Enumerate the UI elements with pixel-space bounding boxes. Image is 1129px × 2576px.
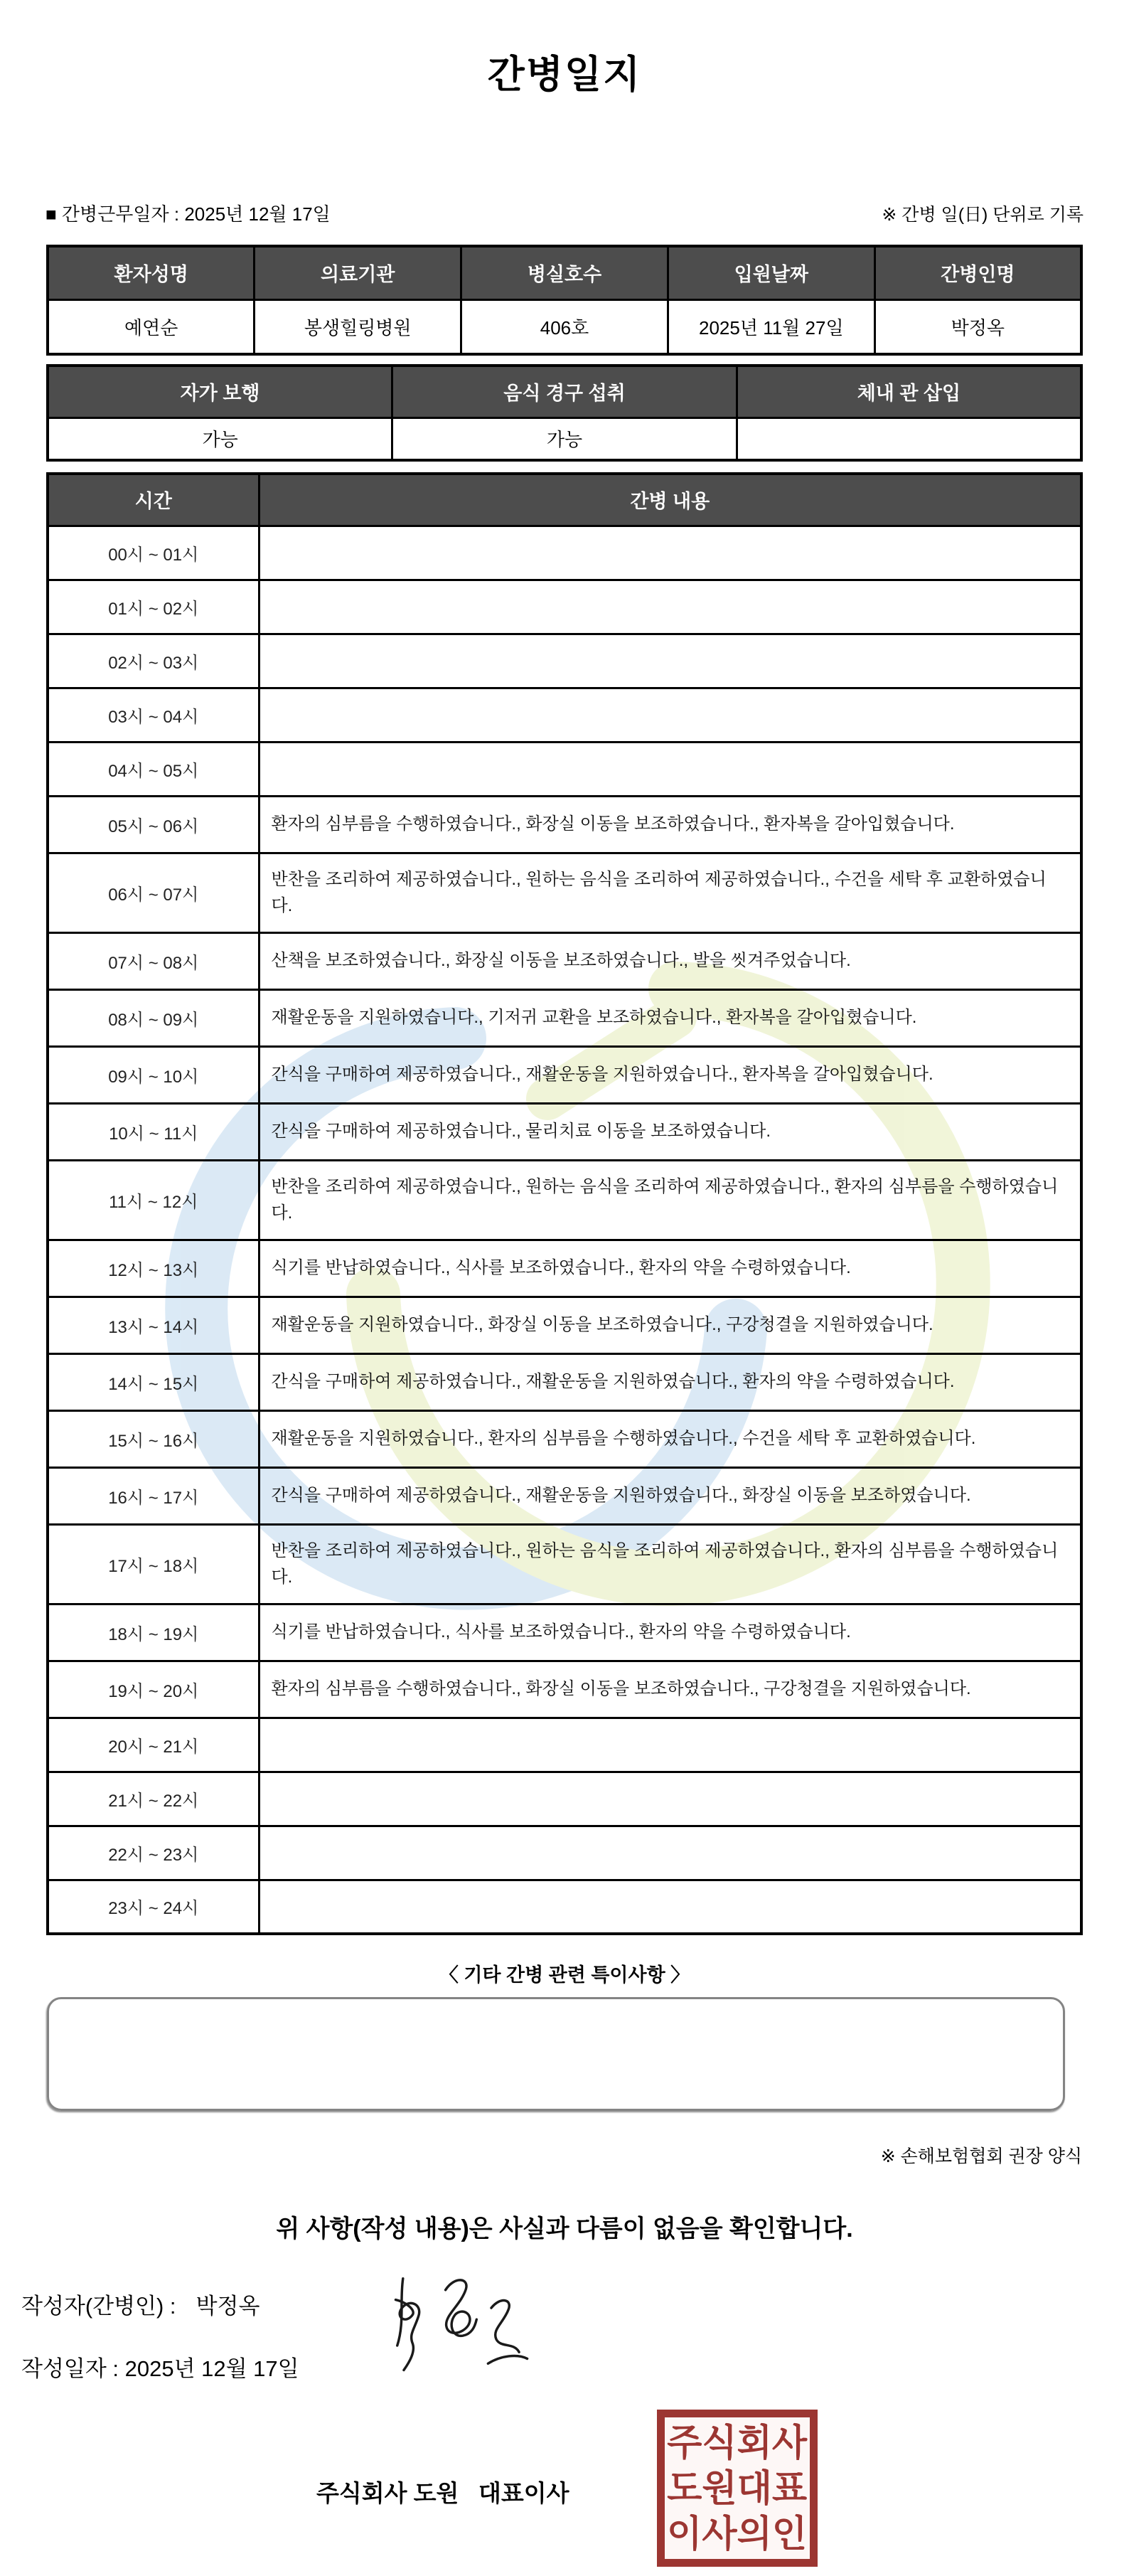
time-cell: 14시 ~ 15시 — [48, 1353, 259, 1410]
content-cell: 반찬을 조리하여 제공하였습니다., 원하는 음식을 조리하여 제공하였습니다., 수건을 세탁 후 교환하였습니다. — [259, 853, 1081, 932]
time-cell: 23시 ~ 24시 — [48, 1880, 259, 1934]
patient-name-header: 환자성명 — [48, 246, 255, 299]
status-value-row — [48, 417, 1081, 460]
time-cell: 02시 ~ 03시 — [48, 634, 259, 688]
time-cell: 12시 ~ 13시 — [48, 1240, 259, 1297]
care-row-16 — [48, 1467, 1081, 1524]
time-cell: 00시 ~ 01시 — [48, 526, 259, 580]
status-header-row — [48, 366, 1081, 417]
care-row-08 — [48, 989, 1081, 1046]
time-cell: 13시 ~ 14시 — [48, 1297, 259, 1353]
content-cell — [259, 1826, 1081, 1880]
patient-info-value-row — [48, 299, 1081, 354]
time-cell: 07시 ~ 08시 — [48, 932, 259, 989]
content-cell: 반찬을 조리하여 제공하였습니다., 원하는 음식을 조리하여 제공하였습니다., 환자의 심부름을 수행하였습니다. — [259, 1160, 1081, 1240]
care-row-04 — [48, 742, 1081, 796]
time-cell: 09시 ~ 10시 — [48, 1046, 259, 1103]
care-log-header-row — [48, 474, 1081, 526]
content-cell — [259, 526, 1081, 580]
company-row — [0, 2405, 1129, 2576]
oral-intake-header: 음식 경구 섭취 — [392, 366, 737, 417]
room-value: 406호 — [461, 299, 668, 354]
content-cell: 간식을 구매하여 제공하였습니다., 재활운동을 지원하였습니다., 환자복을 갈아입혔습니다. — [259, 1046, 1081, 1103]
company-seal-stamp — [657, 2410, 818, 2567]
care-table-content-header: 간병 내용 — [259, 474, 1081, 526]
caregiver-name-value: 박정옥 — [874, 299, 1081, 354]
content-cell: 간식을 구매하여 제공하였습니다., 물리치료 이동을 보조하였습니다. — [259, 1103, 1081, 1160]
content-cell: 재활운동을 지원하였습니다., 기저귀 교환을 보조하였습니다., 환자복을 갈아입혔습니다. — [259, 989, 1081, 1046]
writer-line — [21, 2288, 1129, 2331]
content-cell: 식기를 반납하였습니다., 식사를 보조하였습니다., 환자의 약을 수령하였습니다. — [259, 1240, 1081, 1297]
content-cell — [259, 688, 1081, 742]
patient-info-table — [46, 245, 1083, 356]
patient-status-table — [46, 364, 1083, 462]
care-row-19 — [48, 1661, 1081, 1718]
work-date-value: 2025년 12월 17일 — [184, 203, 331, 225]
time-cell: 01시 ~ 02시 — [48, 580, 259, 634]
care-row-17 — [48, 1524, 1081, 1604]
time-cell: 16시 ~ 17시 — [48, 1467, 259, 1524]
company-name: 주식회사 도원 대표이사 — [316, 2480, 569, 2506]
time-cell: 18시 ~ 19시 — [48, 1604, 259, 1661]
time-cell: 03시 ~ 04시 — [48, 688, 259, 742]
time-cell: 20시 ~ 21시 — [48, 1718, 259, 1772]
care-row-14 — [48, 1353, 1081, 1410]
time-cell: 19시 ~ 20시 — [48, 1661, 259, 1718]
work-date-line — [46, 200, 331, 226]
care-row-12 — [48, 1240, 1081, 1297]
content-cell: 산책을 보조하였습니다., 화장실 이동을 보조하였습니다., 발을 씻겨주었습니다. — [259, 932, 1081, 989]
signature — [377, 2258, 540, 2400]
care-row-00 — [48, 526, 1081, 580]
self-walking-header: 자가 보행 — [48, 366, 392, 417]
care-row-10 — [48, 1103, 1081, 1160]
care-row-03 — [48, 688, 1081, 742]
care-row-22 — [48, 1826, 1081, 1880]
work-date-label: ■ 간병근무일자 : — [46, 203, 180, 225]
hospital-value: 봉생힐링병원 — [255, 299, 461, 354]
notes-box — [47, 1997, 1065, 2111]
care-row-01 — [48, 580, 1081, 634]
content-cell — [259, 1718, 1081, 1772]
writer-name: 박정옥 — [196, 2294, 260, 2319]
content-cell: 식기를 반납하였습니다., 식사를 보조하였습니다., 환자의 약을 수령하였습니다. — [259, 1604, 1081, 1661]
oral-intake-value: 가능 — [392, 417, 737, 460]
content-cell: 반찬을 조리하여 제공하였습니다., 원하는 음식을 조리하여 제공하였습니다., 환자의 심부름을 수행하였습니다. — [259, 1524, 1081, 1604]
care-row-07 — [48, 932, 1081, 989]
content-cell — [259, 1880, 1081, 1934]
meta-row — [46, 200, 1083, 226]
care-row-05 — [48, 796, 1081, 853]
written-date-line: 작성일자 : 2025년 12월 17일 — [21, 2356, 299, 2381]
care-row-06 — [48, 853, 1081, 932]
unit-note: ※ 간병 일(日) 단위로 기록 — [882, 205, 1083, 225]
content-cell — [259, 634, 1081, 688]
time-cell: 06시 ~ 07시 — [48, 853, 259, 932]
caregiver-name-header: 간병인명 — [874, 246, 1081, 299]
tube-insertion-value — [737, 417, 1081, 460]
care-row-13 — [48, 1297, 1081, 1353]
care-row-15 — [48, 1410, 1081, 1467]
room-header: 병실호수 — [461, 246, 668, 299]
admission-date-value: 2025년 11월 27일 — [668, 299, 874, 354]
time-cell: 05시 ~ 06시 — [48, 796, 259, 853]
content-cell — [259, 742, 1081, 796]
content-cell: 재활운동을 지원하였습니다., 환자의 심부름을 수행하였습니다., 수건을 세탁 후 교환하였습니다. — [259, 1410, 1081, 1467]
content-cell: 간식을 구매하여 제공하였습니다., 재활운동을 지원하였습니다., 환자의 약을 수령하였습니다. — [259, 1353, 1081, 1410]
tube-insertion-header: 체내 관 삽입 — [737, 366, 1081, 417]
care-row-02 — [48, 634, 1081, 688]
confirmation-statement: 위 사항(작성 내용)은 사실과 다름이 없음을 확인합니다. — [276, 2215, 853, 2242]
stamp-line-3: 이사의인 — [667, 2513, 808, 2555]
care-row-21 — [48, 1772, 1081, 1826]
admission-date-header: 입원날짜 — [668, 246, 874, 299]
page-title: 간병일지 — [487, 53, 642, 96]
time-cell: 04시 ~ 05시 — [48, 742, 259, 796]
self-walking-value: 가능 — [48, 417, 392, 460]
hospital-header: 의료기관 — [255, 246, 461, 299]
form-recommendation-note: ※ 손해보험협회 권장 양식 — [880, 2146, 1082, 2166]
time-cell: 17시 ~ 18시 — [48, 1524, 259, 1604]
writer-label: 작성자(간병인) : — [21, 2294, 176, 2319]
content-cell — [259, 580, 1081, 634]
notes-section-title: 〈 기타 간병 관련 특이사항 〉 — [439, 1964, 690, 1986]
care-table-time-header: 시간 — [48, 474, 259, 526]
care-row-18 — [48, 1604, 1081, 1661]
stamp-line-2: 도원대표 — [667, 2467, 808, 2509]
patient-name-value: 예연순 — [48, 299, 255, 354]
care-row-11 — [48, 1160, 1081, 1240]
care-row-09 — [48, 1046, 1081, 1103]
content-cell: 환자의 심부름을 수행하였습니다., 화장실 이동을 보조하였습니다., 환자복을 갈아입혔습니다. — [259, 796, 1081, 853]
time-cell: 22시 ~ 23시 — [48, 1826, 259, 1880]
care-row-23 — [48, 1880, 1081, 1934]
time-cell: 08시 ~ 09시 — [48, 989, 259, 1046]
time-cell: 15시 ~ 16시 — [48, 1410, 259, 1467]
time-cell: 21시 ~ 22시 — [48, 1772, 259, 1826]
stamp-line-1: 주식회사 — [667, 2422, 808, 2464]
content-cell: 환자의 심부름을 수행하였습니다., 화장실 이동을 보조하였습니다., 구강청결을 지원하였습니다. — [259, 1661, 1081, 1718]
content-cell: 재활운동을 지원하였습니다., 화장실 이동을 보조하였습니다., 구강청결을 지원하였습니다. — [259, 1297, 1081, 1353]
care-row-20 — [48, 1718, 1081, 1772]
content-cell — [259, 1772, 1081, 1826]
patient-info-header-row — [48, 246, 1081, 299]
content-cell: 간식을 구매하여 제공하였습니다., 재활운동을 지원하였습니다., 화장실 이동을 보조하였습니다. — [259, 1467, 1081, 1524]
time-cell: 11시 ~ 12시 — [48, 1160, 259, 1240]
time-cell: 10시 ~ 11시 — [48, 1103, 259, 1160]
care-log-table — [46, 472, 1083, 1935]
